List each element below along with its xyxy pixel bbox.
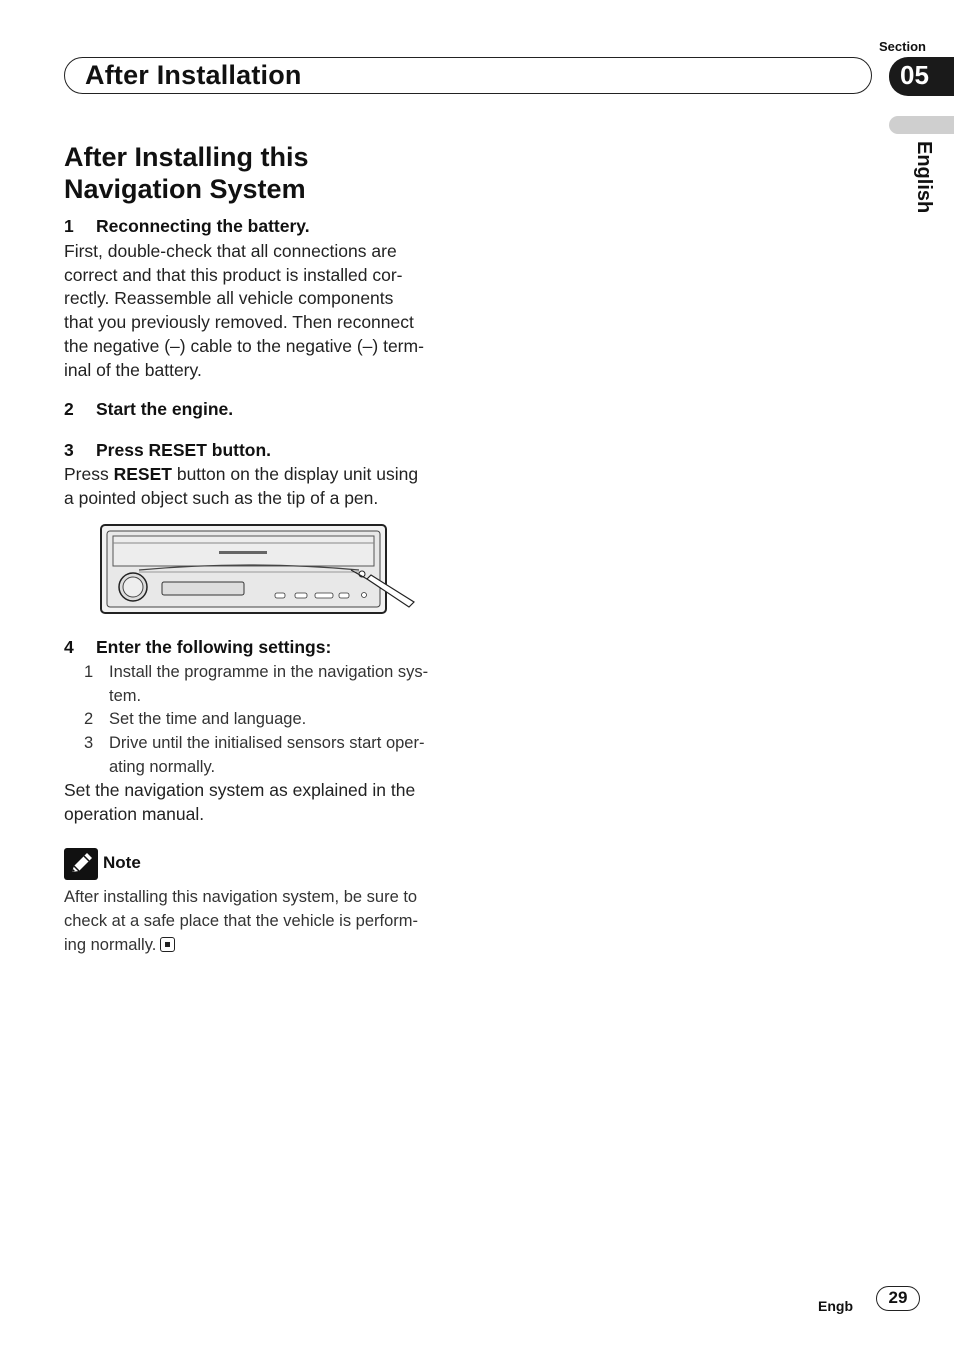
header-bar [64, 57, 872, 94]
step-4-after-text [64, 779, 454, 826]
step-3-body [64, 463, 454, 510]
step-1-number: 1 [64, 216, 74, 236]
note-text [64, 885, 454, 957]
step-3-line2: a pointed object such as the tip of a pen. [64, 487, 379, 508]
display-unit-reset-illustration [99, 523, 419, 618]
sub-item [84, 661, 454, 709]
step-1-title: Reconnecting the battery. [96, 216, 310, 236]
step-1-line: the negative (–) cable to the negative (–) term- [64, 335, 424, 356]
footer-language-code: Engb [818, 1298, 853, 1314]
step-2-number: 2 [64, 399, 74, 419]
step-2-heading [64, 399, 233, 420]
step-4-after-line: operation manual. [64, 803, 205, 824]
sub-item-line: Drive until the initialised sensors start oper- [109, 734, 425, 752]
step-4-heading [64, 637, 331, 658]
sub-item-line: Install the programme in the navigation sys- [109, 663, 429, 681]
note-line-last [64, 933, 454, 957]
step-3-line1 [64, 463, 454, 487]
step-1-line: inal of the battery. [64, 359, 202, 380]
step-2-title: Start the engine. [96, 399, 234, 419]
step-1-heading [64, 216, 310, 237]
header-title: After Installation [85, 60, 302, 90]
language-tab [889, 116, 954, 134]
step-4-number: 4 [64, 637, 74, 657]
step-1-body [64, 240, 454, 382]
note-line: check at a safe place that the vehicle is perform- [64, 912, 419, 930]
language-label: English [913, 141, 935, 214]
step-1-line: that you previously removed. Then reconnect [64, 312, 414, 333]
sub-item [84, 708, 454, 732]
reset-keyword: RESET [113, 464, 172, 484]
sub-item [84, 732, 454, 780]
pencil-note-icon [64, 848, 98, 880]
page-title-line2: Navigation System [64, 174, 306, 204]
step-4-after-line: Set the navigation system as explained in the [64, 780, 416, 800]
page-title-line1: After Installing this [64, 142, 309, 172]
end-of-section-icon [160, 937, 175, 952]
step-1-line: correct and that this product is installed cor- [64, 264, 403, 285]
sub-item-number: 2 [84, 710, 94, 728]
step-3-title: Press RESET button. [96, 440, 272, 460]
step-3-heading [64, 440, 271, 461]
section-number: 05 [900, 60, 929, 90]
step-1-line: First, double-check that all connections are [64, 241, 397, 261]
note-line: After installing this navigation system, be sure to [64, 888, 418, 906]
step-1-line: rectly. Reassemble all vehicle components [64, 288, 394, 309]
section-tab [889, 57, 954, 96]
step-3-number: 3 [64, 440, 74, 460]
sub-item-number: 3 [84, 734, 94, 752]
sub-item-line: ating normally. [109, 757, 216, 776]
note-label: Note [103, 853, 141, 872]
sub-item-number: 1 [84, 663, 94, 681]
step-4-title: Enter the following settings: [96, 637, 332, 657]
page-number: 29 [876, 1286, 920, 1311]
step-3-text-suffix: button on the display unit using [171, 464, 419, 484]
step-3-text-prefix: Press [64, 464, 114, 484]
section-label: Section [879, 39, 926, 54]
note-line: ing normally. [64, 936, 157, 954]
sub-item-line: Set the time and language. [109, 710, 307, 728]
page-title [64, 141, 484, 205]
sub-item-line: tem. [109, 686, 142, 705]
